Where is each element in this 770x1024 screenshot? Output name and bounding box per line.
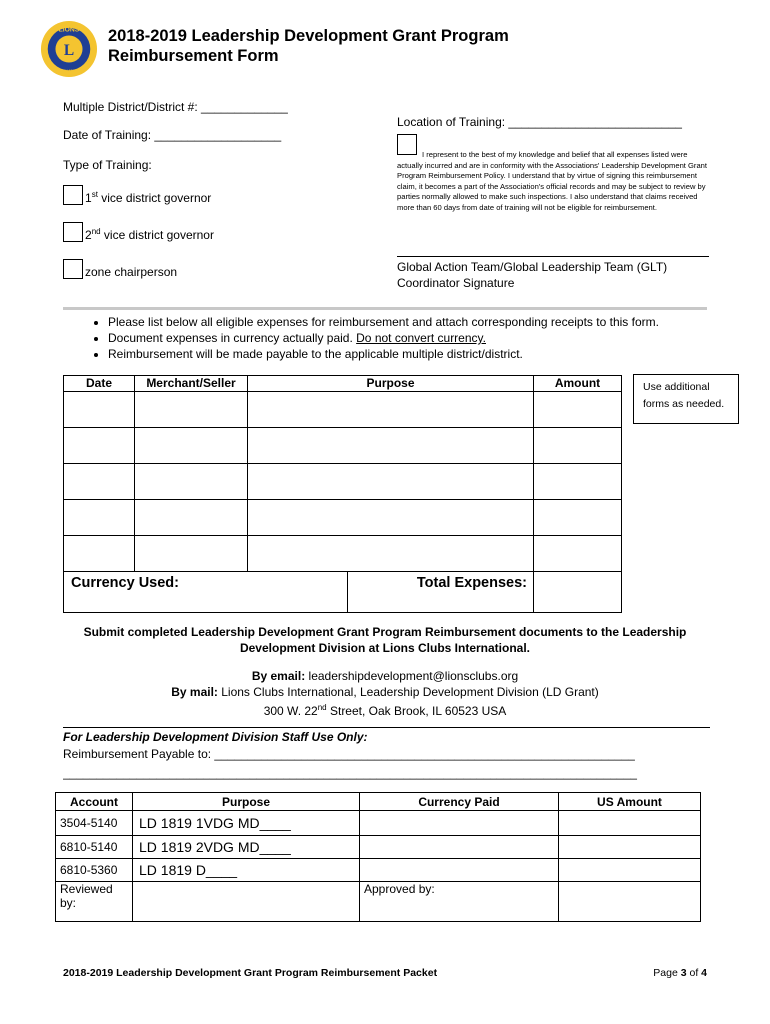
certification-text: I represent to the best of my knowledge and belief that all expenses listed were actually incurred and are in conformity with the Associations' Leadership Development Grant Program Reimbursement Policy. I understand that by virtue of signing this reimbursement claim, it becomes a part of the Association's official records and may be subject to review by parties normally allowed to make such inspections. I also understand that claims received more than 60 days from date of training will not be eligible for reimbursement.: [397, 150, 708, 212]
logo-text: LIONS: [58, 26, 80, 34]
col-header-purpose: Purpose: [248, 376, 534, 392]
approved-by: Approved by:: [360, 882, 559, 922]
col-header-purpose: Purpose: [133, 793, 360, 811]
col-header-account: Account: [56, 793, 133, 811]
date-field[interactable]: Date of Training: ___________________: [63, 128, 282, 142]
account-purpose: LD 1819 1VDG MD____: [133, 811, 360, 836]
col-header-us-amount: US Amount: [559, 793, 701, 811]
account-purpose: LD 1819 2VDG MD____: [133, 836, 360, 859]
table-row: [64, 500, 622, 536]
col-header-amount: Amount: [534, 376, 622, 392]
footer-title: 2018-2019 Leadership Development Grant Program Reimbursement Packet: [63, 967, 438, 979]
table-row: [56, 859, 701, 882]
col-header-merchant: Merchant/Seller: [135, 376, 248, 392]
signature-label: Global Action Team/Global Leadership Team (GLT) Coordinator Signature: [397, 260, 668, 290]
checkbox[interactable]: [63, 185, 83, 205]
currency-used[interactable]: Currency Used:: [64, 572, 348, 613]
total-expenses-value[interactable]: [534, 572, 622, 613]
instruction-item: • Reimbursement will be made payable to the applicable multiple district/district.: [108, 346, 659, 362]
lions-logo: [40, 20, 98, 78]
divider: [63, 307, 707, 310]
table-row: [64, 392, 622, 428]
payable-line[interactable]: ______________________________________________________________________________________: [63, 766, 637, 780]
staff-heading: For Leadership Development Division Staff Use Only:: [63, 730, 368, 744]
total-expenses-label: Total Expenses:: [348, 572, 534, 613]
expense-table: [63, 375, 622, 572]
title-line1: 2018-2019 Leadership Development Grant Program: [108, 27, 509, 45]
account-purpose: LD 1819 D____: [133, 859, 360, 882]
title-line2: Reimbursement Form: [108, 47, 279, 65]
account-table: [55, 792, 701, 922]
checkbox[interactable]: [63, 259, 83, 279]
account-number: 3504-5140: [56, 811, 133, 836]
staff-divider: [63, 727, 710, 728]
totals-table: [63, 571, 622, 613]
table-row: [56, 836, 701, 859]
location-field[interactable]: Location of Training: __________________________: [397, 115, 682, 129]
submit-instructions: Submit completed Leadership Development Grant Program Reimbursement documents to the Leadership Development Division at Lions Clubs International.: [83, 625, 687, 655]
instruction-item: • Document expenses in currency actually paid. Do not convert currency.: [108, 330, 659, 346]
checkbox[interactable]: [63, 222, 83, 242]
payable-field[interactable]: Reimbursement Payable to: _______________________________________________________________: [63, 747, 635, 761]
account-number: 6810-5360: [56, 859, 133, 882]
submit-contact: By email: leadershipdevelopment@lionsclubs.org By mail: Lions Clubs International, Leadership Development Division (LD Grant) 300 W. 22nd Street, Oak Brook, IL 60523 USA: [171, 669, 599, 718]
svg-text:L: L: [63, 41, 75, 59]
training-type-option-2[interactable]: 2nd vice district governor: [63, 222, 214, 242]
type-label: Type of Training:: [63, 158, 152, 172]
instructions-list: [88, 314, 659, 362]
instruction-item: • Please list below all eligible expenses for reimbursement and attach corresponding receipts to this form.: [108, 314, 659, 330]
table-row: [64, 428, 622, 464]
training-type-option-3[interactable]: zone chairperson: [63, 259, 177, 279]
page-title: [108, 26, 509, 66]
account-number: 6810-5140: [56, 836, 133, 859]
page-number: Page 3 of 4: [653, 967, 707, 979]
col-header-currency-paid: Currency Paid: [360, 793, 559, 811]
training-type-option-1[interactable]: 1st vice district governor: [63, 185, 211, 205]
table-row: [64, 464, 622, 500]
table-row: [64, 536, 622, 572]
table-row: [56, 811, 701, 836]
logo-subtext: INTERNATIONAL: [53, 69, 85, 74]
email-address: leadershipdevelopment@lionsclubs.org: [305, 669, 519, 683]
table-row: [56, 882, 701, 922]
reviewed-by: Reviewed by:: [56, 882, 133, 922]
note-box: Use additional forms as needed.: [633, 374, 739, 424]
district-field[interactable]: Multiple District/District #: _____________: [63, 100, 288, 114]
signature-line[interactable]: [397, 256, 709, 257]
col-header-date: Date: [64, 376, 135, 392]
